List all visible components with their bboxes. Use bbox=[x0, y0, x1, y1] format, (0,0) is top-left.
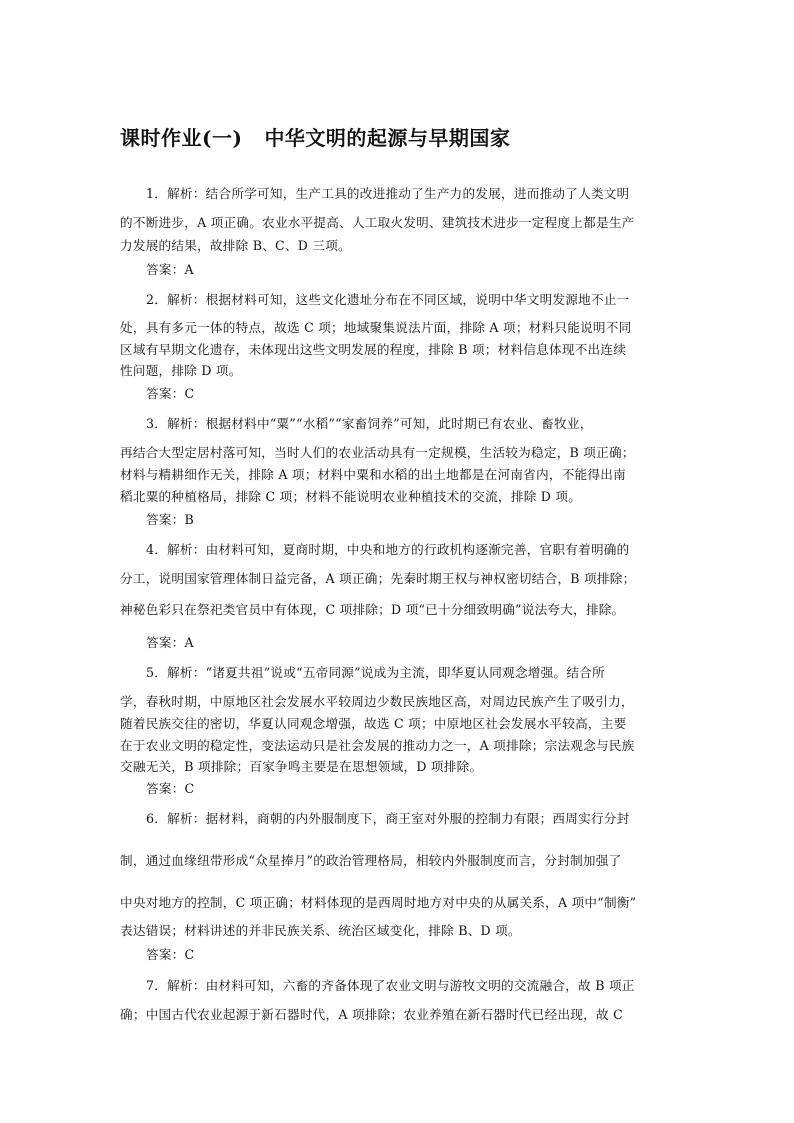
text-line: 2．解析：根据材料可知，这些文化遗址分布在不同区域，说明中华文明发源地不止一 bbox=[146, 292, 630, 307]
text-line: 区域有早期文化遗存，未体现出这些文明发展的程度，排除 B 项；材料信息体现不出连续 bbox=[120, 342, 627, 357]
text-line: 再结合大型定居村落可知，当时人们的农业活动具有一定规模，生活较为稳定，B 项正确； bbox=[120, 445, 635, 460]
text-line: 3．解析：根据材料中“粟”“水稻”“家畜饲养”可知，此时期已有农业、畜牧业， bbox=[146, 416, 593, 431]
text-line: 5．解析：“诸夏共祖”说或“五帝同源”说成为主流，即华夏认同观念增强。结合所 bbox=[146, 665, 605, 680]
answer-line: 答案：C bbox=[146, 386, 195, 401]
answer-line: 答案：C bbox=[146, 781, 195, 796]
text-line: 力发展的结果，故排除 B、C、D 三项。 bbox=[120, 238, 351, 253]
text-line: 神秘色彩只在祭祀类官员中有体现，C 项排除；D 项“已十分细致明确”说法夸大，排除。 bbox=[120, 602, 625, 617]
text-line: 稻北粟的种植格局，排除 C 项；材料不能说明农业种植技术的交流，排除 D 项。 bbox=[120, 489, 582, 504]
text-line: 1．解析：结合所学可知，生产工具的改进推动了生产力的发展，进而推动了人类文明 bbox=[146, 186, 630, 201]
answer-line: 答案：C bbox=[146, 947, 195, 962]
text-line: 材料与精耕细作无关，排除 A 项；材料中粟和水稻的出土地都是在河南省内，不能得出南 bbox=[120, 467, 626, 482]
text-line: 表达错误；材料讲述的并非民族关系、统治区域变化，排除 B、D 项。 bbox=[120, 923, 521, 938]
text-line: 中央对地方的控制，C 项正确；材料体现的是西周时地方对中央的从属关系，A 项中“制衡” bbox=[120, 895, 637, 910]
text-line: 确；中国古代农业起源于新石器时代，A 项排除；农业养殖在新石器时代已经出现，故 C bbox=[120, 1007, 623, 1022]
text-line: 学，春秋时期，中原地区社会发展水平较周边少数民族地区高，对周边民族产生了吸引力， bbox=[120, 694, 634, 709]
text-line: 7．解析：由材料可知，六畜的齐备体现了农业文明与游牧文明的交流融合，故 B 项正 bbox=[146, 978, 635, 993]
text-line: 处，具有多元一体的特点，故选 C 项；地域聚集说法片面，排除 A 项；材料只能说明不同 bbox=[120, 320, 632, 335]
answer-line: 答案：A bbox=[146, 635, 194, 650]
answer-line: 答案：A bbox=[146, 262, 194, 277]
text-line: 交融无关，B 项排除；百家争鸣主要是在思想领域，D 项排除。 bbox=[120, 759, 483, 774]
text-line: 的不断进步，A 项正确。农业水平提高、人工取火发明、建筑技术进步一定程度上都是生产 bbox=[120, 215, 635, 230]
text-line: 性问题，排除 D 项。 bbox=[120, 363, 242, 378]
text-line: 随着民族交往的密切，华夏认同观念增强，故选 C 项；中原地区社会发展水平较高，主要 bbox=[120, 716, 627, 731]
text-line: 在于农业文明的稳定性，变法运动只是社会发展的推动力之一，A 项排除；宗法观念与民族 bbox=[120, 738, 635, 753]
text-line: 6．解析：据材料，商朝的内外服制度下，商王室对外服的控制力有限；西周实行分封 bbox=[146, 811, 630, 826]
answer-line: 答案：B bbox=[146, 512, 195, 527]
title-part2: 中华文明的起源与早期国家 bbox=[264, 126, 511, 150]
title-part1: 课时作业(一) bbox=[120, 126, 243, 150]
text-line: 分工，说明国家管理体制日益完备，A 项正确；先秦时期王权与神权密切结合，B 项排除； bbox=[120, 571, 636, 586]
page-title bbox=[120, 122, 510, 151]
text-line: 4．解析：由材料可知，夏商时期，中央和地方的行政机构逐渐完善，官职有着明确的 bbox=[146, 542, 630, 557]
text-line: 制，通过血缘纽带形成“众星捧月”的政治管理格局，相较内外服制度而言，分封制加强了 bbox=[120, 853, 622, 868]
